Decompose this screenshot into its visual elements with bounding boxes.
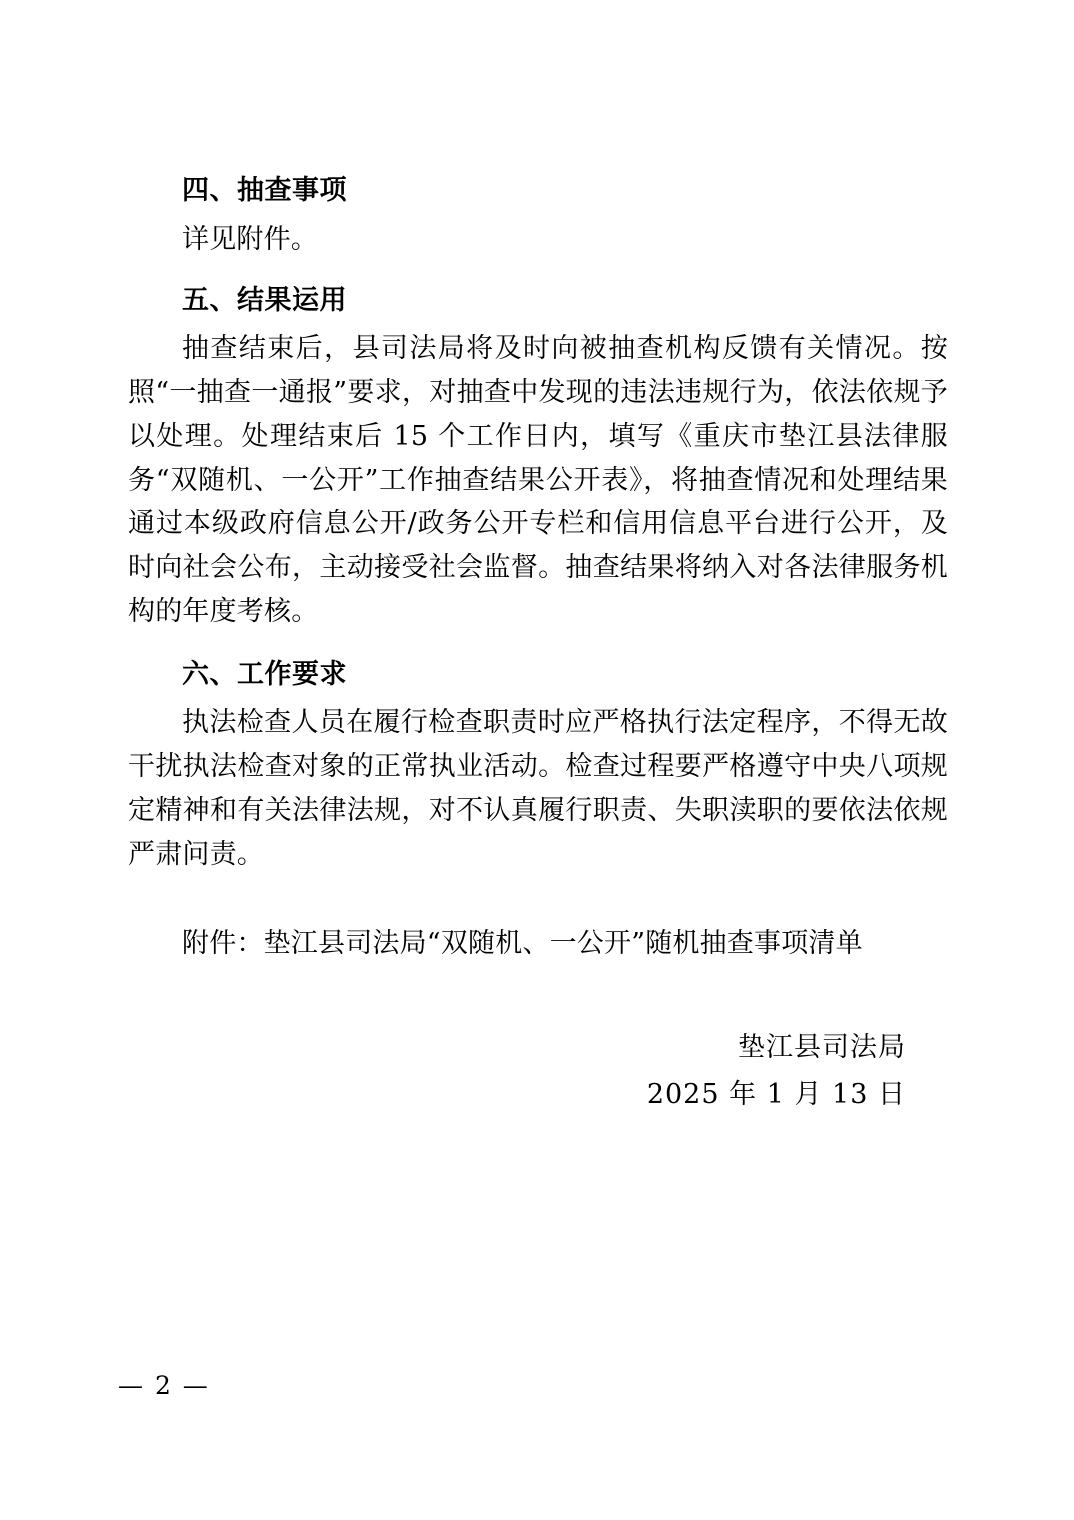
spacer (128, 882, 948, 922)
section-four-paragraph: 详见附件。 (182, 223, 318, 255)
section-heading-five: 五、结果运用 (182, 284, 347, 316)
spacer (128, 266, 948, 280)
signature-date: 2025 年 1 月 13 日 (646, 1079, 906, 1111)
page-number: — 2 — (118, 1371, 210, 1400)
section-heading-six: 六、工作要求 (182, 658, 347, 690)
spacer (128, 640, 948, 654)
section-heading-four: 四、抽查事项 (182, 175, 347, 206)
section-six-paragraph: 执法检查人员在履行检查职责时应严格执行法定程序，不得无故干扰执法检查对象的正常执业活动。检查过程要严格遵守中央八项规定精神和有关法律法规，对不认真履行职责、失职渎职的要依法依规严肃问责。 (128, 707, 948, 870)
attachment-line: 附件：垫江县司法局“双随机、一公开”随机抽查事项清单 (182, 928, 863, 960)
signature-block (128, 1024, 948, 1119)
signature-organization: 垫江县司法局 (738, 1032, 906, 1064)
section-five-paragraph: 抽查结束后，县司法局将及时向被抽查机构反馈有关情况。按照“一抽查一通报”要求，对抽查中发现的违法违规行为，依法依规予以处理。处理结束后 15 个工作日内，填写《重庆市垫江县法律服务“双随机、一公开”工作抽查结果公开表》，将抽查情况和处理结果通过本级政府信息公开/政务公开专栏和信用信息平台进行公开，及时向社会公布，主动接受社会监督。抽查结果将纳入对各法律服务机构的年度考核。 (128, 333, 948, 627)
document-body (128, 170, 948, 1119)
